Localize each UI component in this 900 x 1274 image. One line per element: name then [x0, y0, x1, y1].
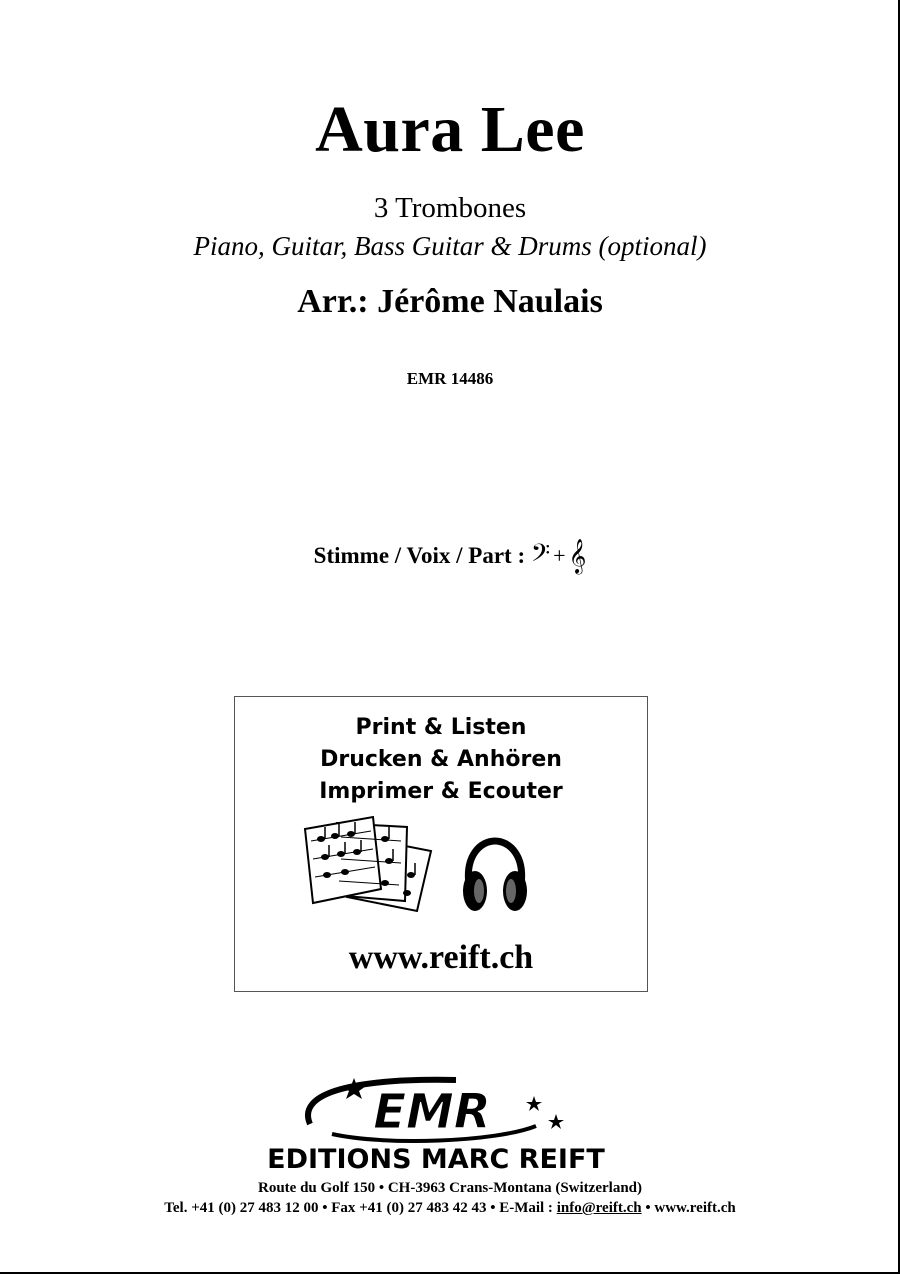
promo-line-fr: Imprimer & Ecouter: [319, 779, 563, 804]
plus-sign: +: [553, 543, 566, 568]
sheet-music-icon: [301, 815, 441, 915]
instrumentation: 3 Trombones: [373, 192, 527, 224]
page-title: Aura Lee: [315, 93, 585, 166]
promo-line-en: Print & Listen: [355, 715, 527, 740]
logo-mark: EMR: [373, 1084, 491, 1140]
part-line: [0, 540, 900, 574]
arranger: Arr.: Jérôme Naulais: [297, 283, 603, 320]
promo-url-link[interactable]: www.reift.ch: [348, 939, 534, 976]
footer-contact: [0, 1200, 900, 1217]
part-label: Stimme / Voix / Part :: [313, 543, 526, 568]
promo-line-de: Drucken & Anhören: [320, 747, 562, 772]
footer-contact-prefix: Tel. +41 (0) 27 483 12 00 • Fax +41 (0) 27 483 42 43 • E-Mail :: [164, 1200, 557, 1216]
footer-contact-suffix: • www.reift.ch: [641, 1200, 736, 1216]
treble-clef-icon: 𝄞: [568, 540, 587, 573]
accompaniment: Piano, Guitar, Bass Guitar & Drums (optional): [193, 231, 707, 261]
headphones-icon: [459, 837, 531, 917]
footer-address: Route du Golf 150 • CH-3963 Crans-Montana (Switzerland): [258, 1180, 642, 1196]
footer-email-link[interactable]: info@reift.ch: [556, 1200, 642, 1216]
catalog-code: EMR 14486: [406, 369, 494, 388]
bass-clef-icon: 𝄢: [530, 540, 551, 573]
emr-logo: [236, 1072, 676, 1172]
logo-name: EDITIONS MARC REIFT: [267, 1144, 605, 1172]
print-listen-box: [234, 696, 648, 992]
